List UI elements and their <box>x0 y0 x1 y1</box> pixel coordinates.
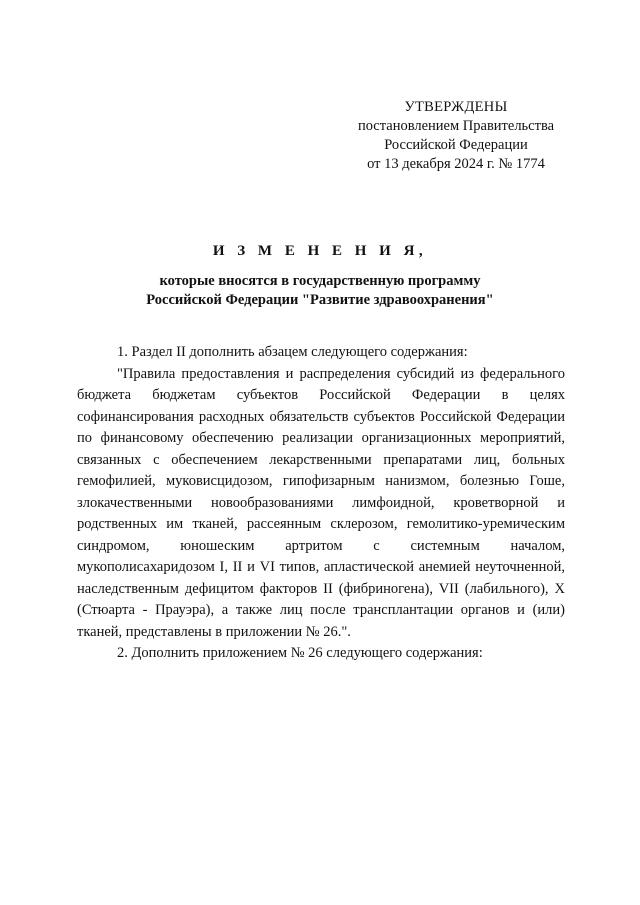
paragraph-quote: "Правила предоставления и распределения субсидий из федерального бюджета бюджетам субъектов Российской Федерации в целях софинансирования расходных обязательств субъектов Российской Федерации по финансовому обеспечению реализации организационных мероприятий, связанных с обеспечением лекарственными препаратами лиц, больных гемофилией, муковисцидозом, гипофизарным нанизмом, болезнью Гоше, злокачественными новообразованиями лимфоидной, кроветворной и родственных им тканей, рассеянным склерозом, гемолитико-уремическим синдромом, юношеским артритом с системным началом, мукополисахаридозом I, II и VI типов, апластической анемией неуточненной, наследственным дефицитом факторов II (фибриногена), VII (лабильного), X (Стюарта - Прауэра), а также лиц после трансплантации органов и (или) тканей, представлены в приложении № 26.". <box>77 365 565 640</box>
approved-label: УТВЕРЖДЕНЫ <box>404 99 508 115</box>
document-title: И З М Е Н Е Н И Я, <box>212 243 428 259</box>
paragraph-item-2: 2. Дополнить приложением № 26 следующего содержания: <box>117 645 483 661</box>
approval-line-3: от 13 декабря 2024 г. № 1774 <box>367 156 545 172</box>
approval-line-2: Российской Федерации <box>384 137 528 153</box>
approval-line-1: постановлением Правительства <box>357 118 555 134</box>
document-heading <box>0 241 640 310</box>
document-subtitle-line-1: которые вносятся в государственную программу <box>159 273 481 289</box>
document-body <box>77 342 565 665</box>
document-subtitle-line-2: Российской Федерации "Развитие здравоохранения" <box>146 292 494 308</box>
approval-stamp <box>330 98 582 174</box>
paragraph-item-1: 1. Раздел II дополнить абзацем следующего содержания: <box>117 344 468 360</box>
